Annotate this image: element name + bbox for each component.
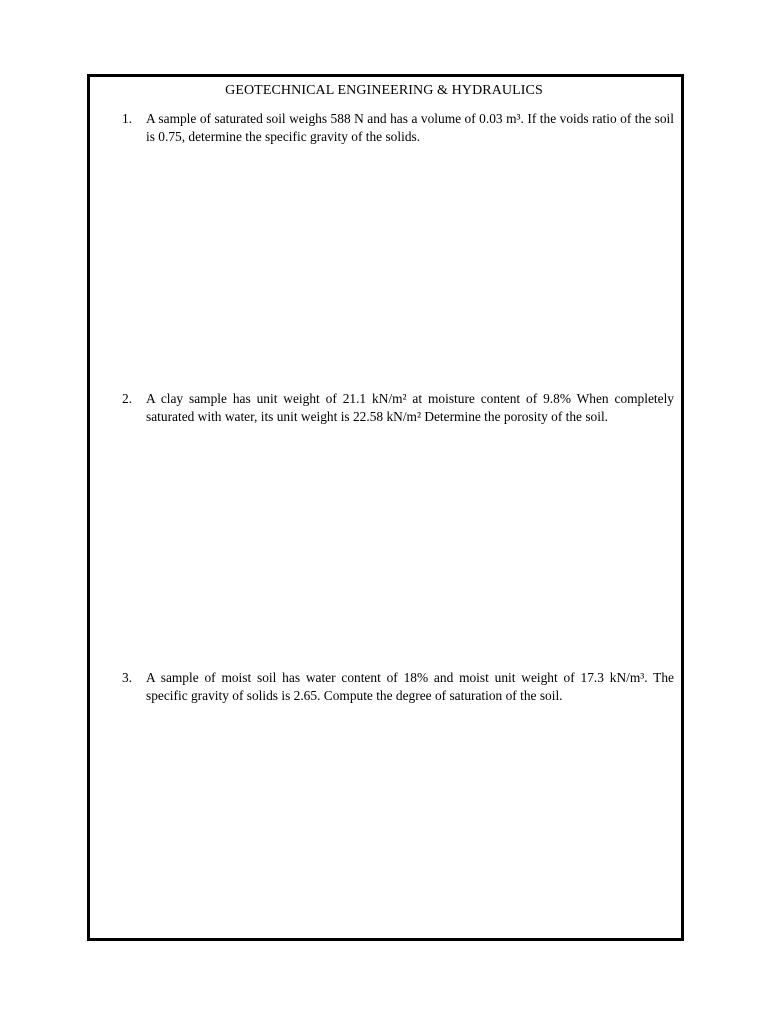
problem-3-number: 3. — [122, 670, 133, 685]
problem-2 — [122, 390, 674, 426]
problem-2-number: 2. — [122, 391, 133, 406]
problem-1 — [122, 110, 674, 146]
problem-1-number: 1. — [122, 111, 133, 126]
sheet-border — [87, 74, 684, 941]
problem-3 — [122, 669, 674, 705]
problem-2-text: A clay sample has unit weight of 21.1 kN/m² at moisture content of 9.8% When completely saturated with water, its unit weight is 22.58 kN/m² Determine the porosity of the soil. — [146, 391, 674, 424]
problem-1-text: A sample of saturated soil weighs 588 N and has a volume of 0.03 m³. If the voids ratio of the soil is 0.75, determine the specific gravity of the solids. — [146, 111, 674, 144]
page-title: GEOTECHNICAL ENGINEERING & HYDRAULICS — [225, 83, 543, 98]
problem-3-text: A sample of moist soil has water content of 18% and moist unit weight of 17.3 kN/m³. The specific gravity of solids is 2.65. Compute the degree of saturation of the soil. — [146, 670, 674, 703]
